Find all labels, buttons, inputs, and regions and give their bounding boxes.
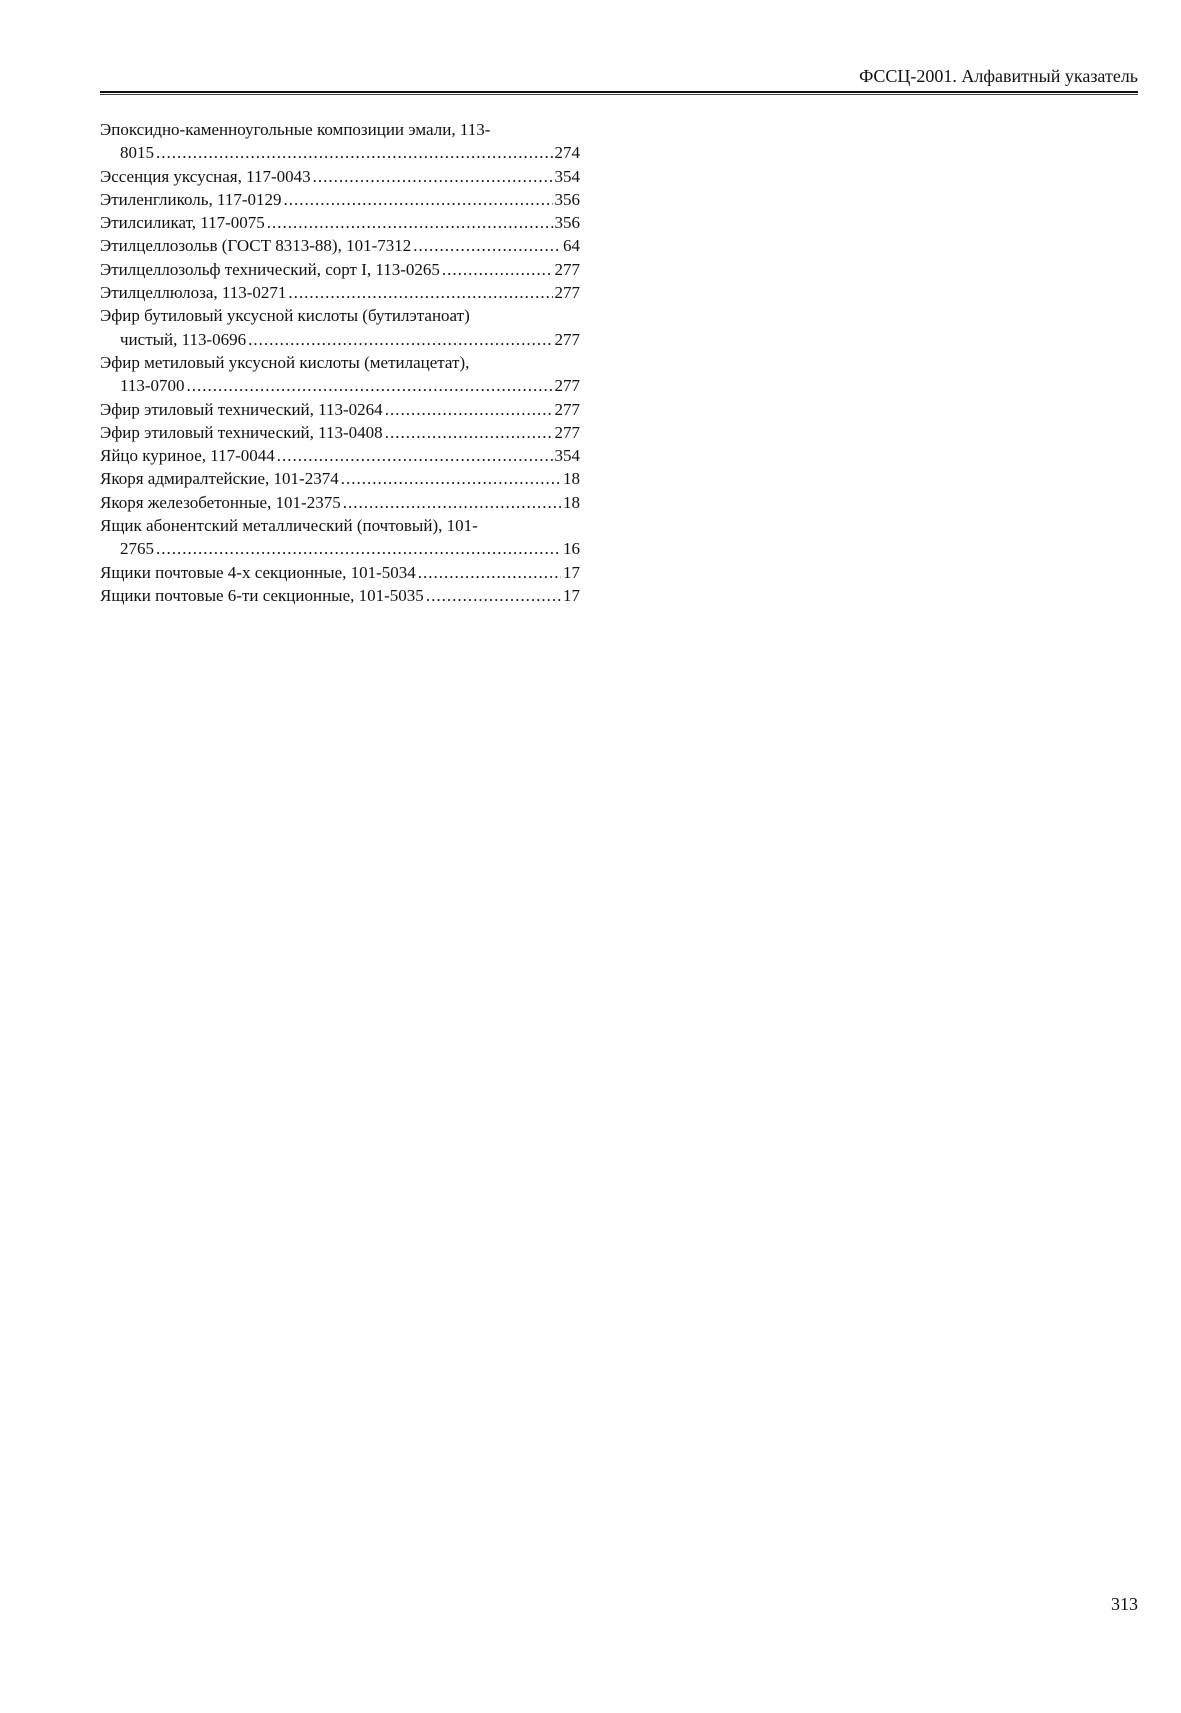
index-entry-page: 354 — [554, 446, 580, 466]
dot-leader — [385, 398, 553, 421]
index-entry-page: 277 — [554, 283, 580, 303]
index-entry-text: Этилцеллозольф технический, сорт I, 113-0265 — [100, 259, 440, 279]
index-entry-line — [100, 211, 580, 234]
index-entry-text: 8015 — [120, 143, 154, 163]
index-entry-text: чистый, 113-0696 — [120, 329, 247, 349]
index-entry-page: 16 — [563, 539, 580, 559]
dot-leader — [267, 211, 553, 234]
index-entry-line — [100, 281, 580, 304]
index-entry-text: 2765 — [120, 539, 154, 559]
index-entry-line — [100, 584, 580, 607]
dot-leader — [284, 188, 553, 211]
index-entry-line — [100, 421, 580, 444]
index-entry-page: 18 — [563, 492, 580, 512]
index-entry — [100, 304, 580, 351]
index-entry-line — [100, 141, 580, 164]
dot-leader — [288, 281, 552, 304]
index-entry-page: 18 — [563, 469, 580, 489]
index-entry — [100, 467, 580, 490]
index-entry-line — [100, 491, 580, 514]
dot-leader — [413, 234, 561, 257]
alphabetical-index — [100, 118, 580, 607]
header-rule — [100, 91, 1138, 93]
dot-leader — [418, 561, 561, 584]
index-entry-line — [100, 374, 580, 397]
index-entry-text: Этилцеллозольв (ГОСТ 8313-88), 101-7312 — [100, 236, 412, 256]
index-entry — [100, 188, 580, 211]
index-entry — [100, 421, 580, 444]
index-entry-line — [100, 188, 580, 211]
index-entry-text: Якоря адмиралтейские, 101-2374 — [100, 469, 339, 489]
index-entry — [100, 258, 580, 281]
index-entry-line — [100, 467, 580, 490]
dot-leader — [156, 141, 553, 164]
index-entry-text: Яйцо куриное, 117-0044 — [100, 446, 275, 466]
page-header — [0, 0, 1181, 100]
index-entry — [100, 491, 580, 514]
dot-leader — [277, 444, 553, 467]
index-entry-page: 277 — [554, 399, 580, 419]
index-entry-page: 277 — [554, 259, 580, 279]
index-entry-heading: Ящик абонентский металлический (почтовый), 101- — [100, 516, 478, 536]
index-entry-line — [100, 561, 580, 584]
index-entry-page: 354 — [554, 166, 580, 186]
index-entry — [100, 165, 580, 188]
index-entry — [100, 444, 580, 467]
index-entry — [100, 398, 580, 421]
index-entry-text: Эссенция уксусная, 117-0043 — [100, 166, 311, 186]
index-entry-text: Эфир этиловый технический, 113-0264 — [100, 399, 383, 419]
header-title: ФССЦ-2001. Алфавитный указатель — [859, 66, 1138, 86]
index-entry-text: Ящики почтовые 6-ти секционные, 101-5035 — [100, 585, 424, 605]
header-rule-thin — [100, 94, 1138, 95]
index-entry-text: Ящики почтовые 4-х секционные, 101-5034 — [100, 562, 416, 582]
index-entry — [100, 211, 580, 234]
index-entry-text: Якоря железобетонные, 101-2375 — [100, 492, 341, 512]
index-entry-text: Эфир этиловый технический, 113-0408 — [100, 422, 383, 442]
dot-leader — [442, 258, 553, 281]
index-entry-line — [100, 258, 580, 281]
index-entry-line — [100, 537, 580, 560]
index-entry-text: 113-0700 — [120, 376, 185, 396]
index-entry — [100, 351, 580, 398]
index-entry — [100, 234, 580, 257]
index-entry-page: 356 — [554, 189, 580, 209]
index-entry-line — [100, 165, 580, 188]
dot-leader — [385, 421, 553, 444]
index-entry-page: 274 — [554, 143, 580, 163]
index-entry — [100, 584, 580, 607]
index-entry — [100, 281, 580, 304]
index-entry-line — [100, 444, 580, 467]
index-entry-heading: Эпоксидно-каменноугольные композиции эмали, 113- — [100, 120, 491, 139]
dot-leader — [248, 328, 552, 351]
dot-leader — [341, 467, 561, 490]
index-entry-page: 64 — [563, 236, 580, 256]
page-number: 313 — [1111, 1594, 1138, 1614]
index-entry-text: Этиленгликоль, 117-0129 — [100, 189, 282, 209]
index-entry-text: Этилсиликат, 117-0075 — [100, 213, 265, 233]
index-entry-heading: Эфир метиловый уксусной кислоты (метилацетат), — [100, 352, 470, 372]
index-entry — [100, 118, 580, 165]
index-entry — [100, 561, 580, 584]
index-entry-text: Этилцеллюлоза, 113-0271 — [100, 283, 287, 303]
index-entry-line — [100, 328, 580, 351]
dot-leader — [343, 491, 561, 514]
index-entry-line — [100, 234, 580, 257]
index-entry-page: 277 — [554, 329, 580, 349]
index-entry-page: 277 — [554, 376, 580, 396]
index-entry-heading: Эфир бутиловый уксусной кислоты (бутилэтаноат) — [100, 306, 470, 326]
index-entry-line — [100, 398, 580, 421]
dot-leader — [426, 584, 561, 607]
dot-leader — [156, 537, 561, 560]
index-entry — [100, 514, 580, 561]
index-entry-page: 277 — [554, 422, 580, 442]
dot-leader — [313, 165, 553, 188]
index-entry-page: 17 — [563, 585, 580, 605]
dot-leader — [187, 374, 553, 397]
index-entry-page: 356 — [554, 213, 580, 233]
index-entry-page: 17 — [563, 562, 580, 582]
